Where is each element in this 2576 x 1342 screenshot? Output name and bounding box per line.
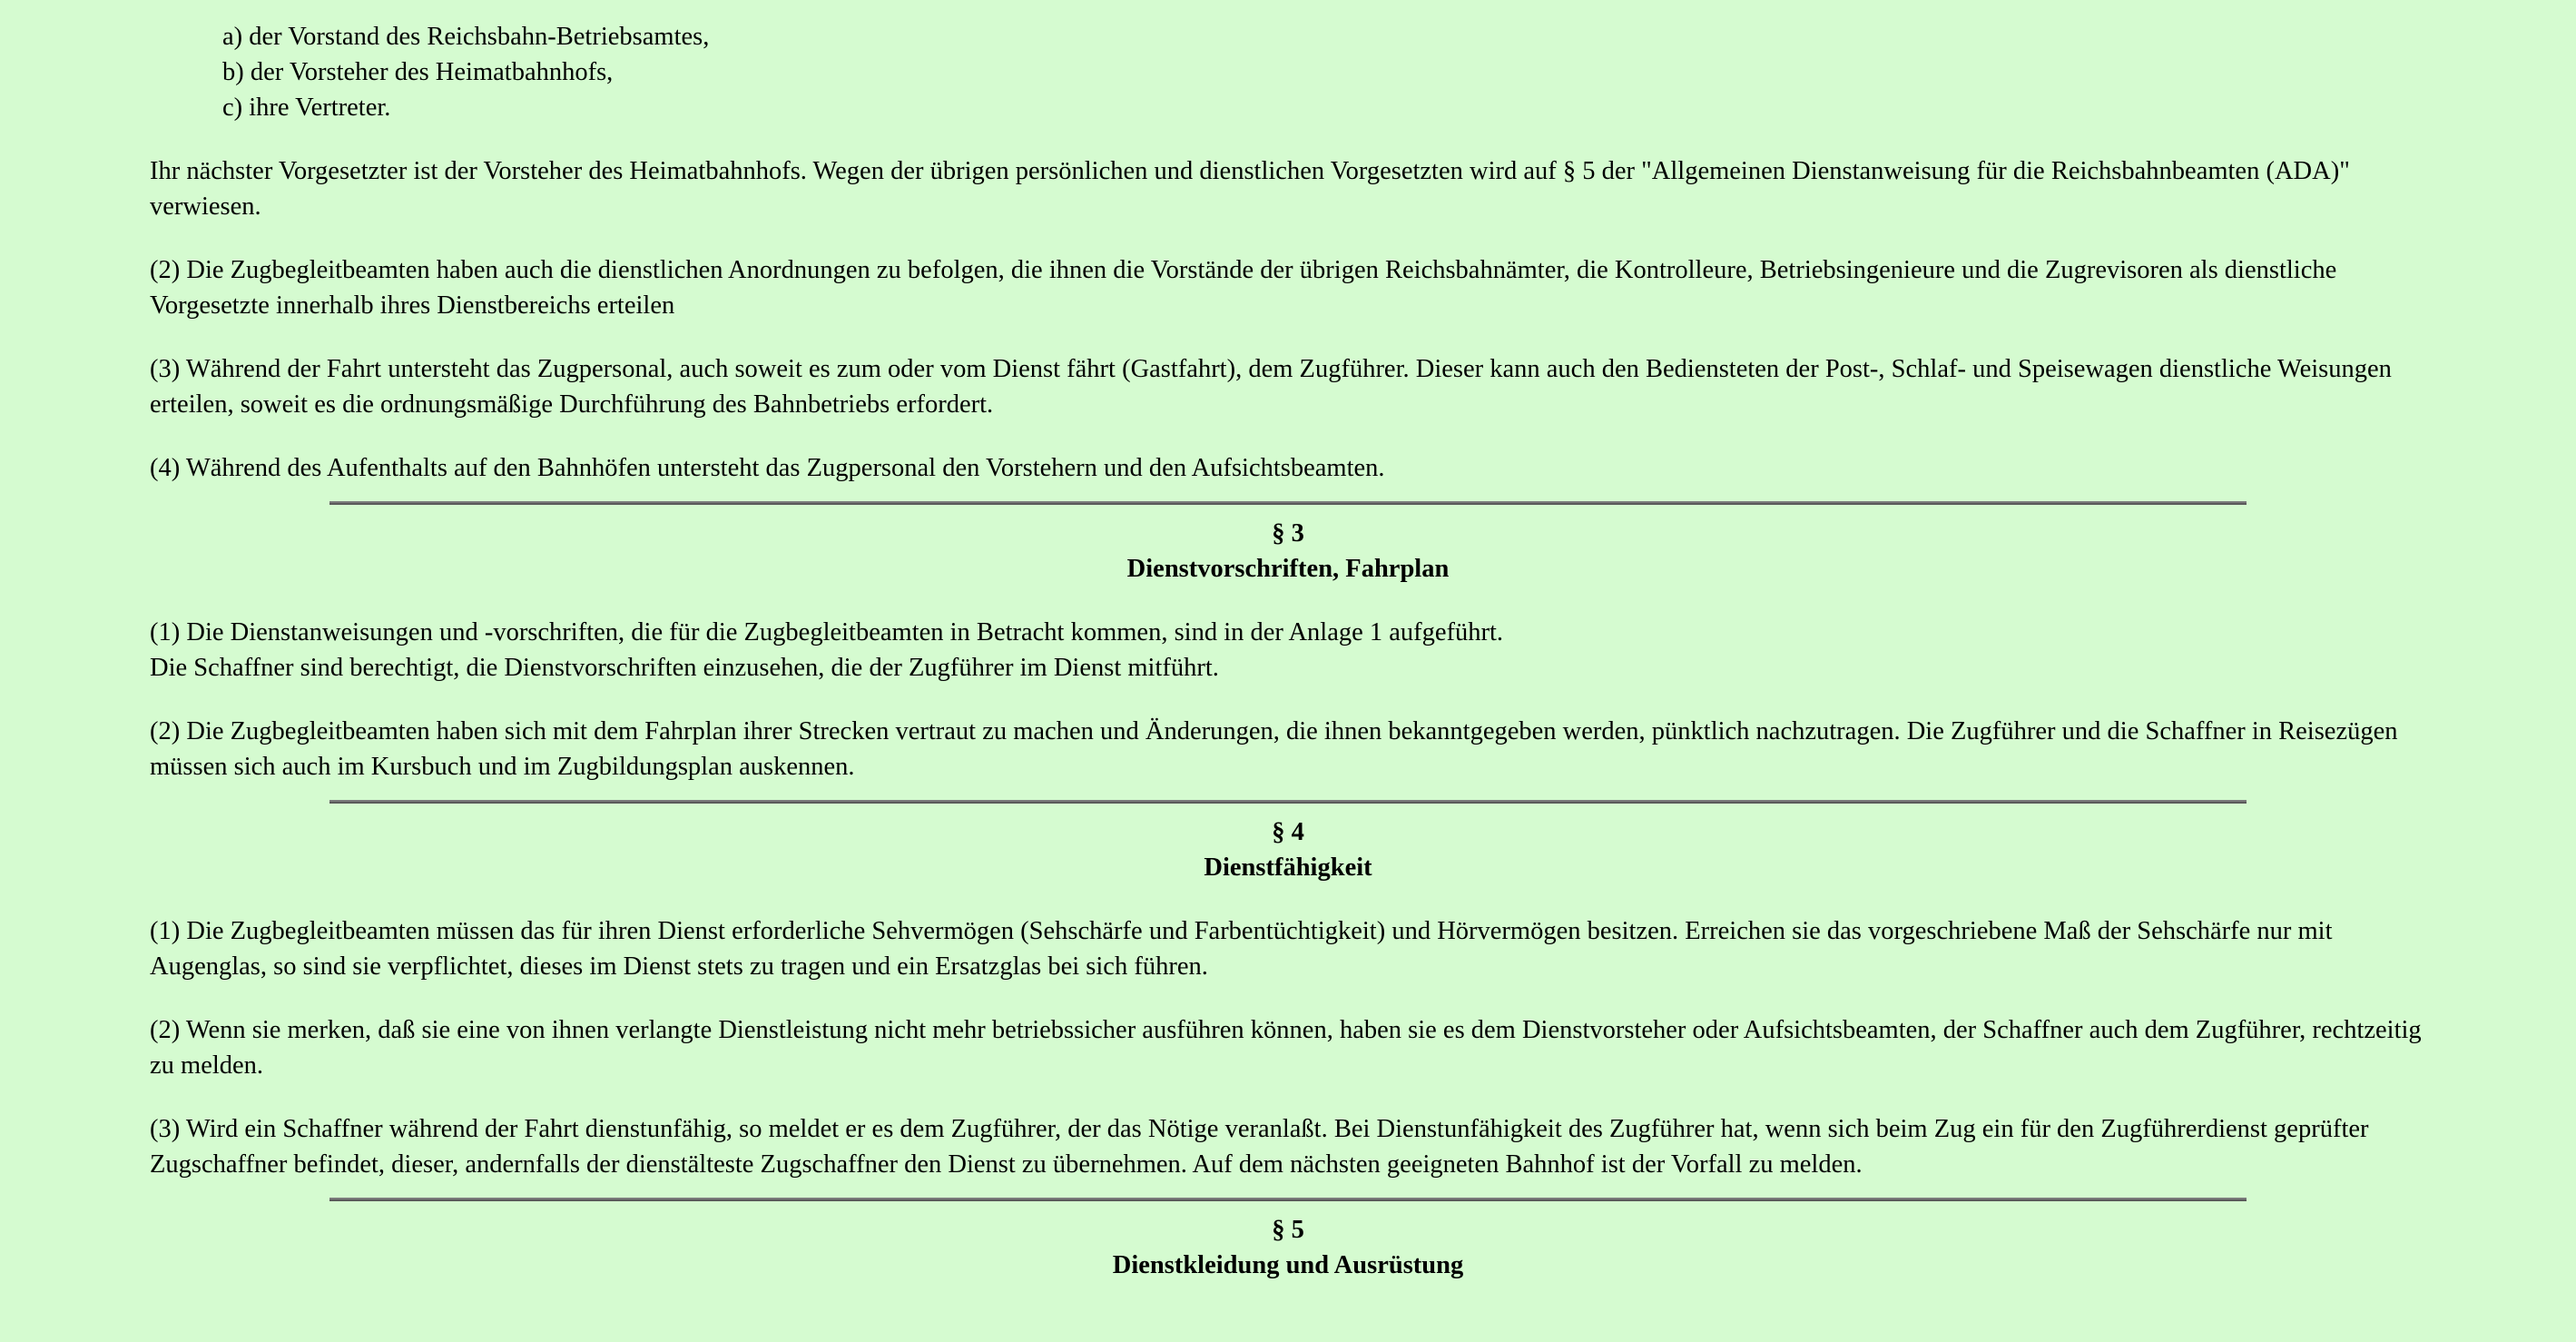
section-number: § 5 [1272,1216,1304,1244]
section-3-heading [0,516,2576,587]
section-number: § 4 [1272,818,1304,846]
section-number: § 3 [1272,519,1304,548]
section-divider [0,1198,2576,1201]
list-item: b) der Vorsteher des Heimatbahnhofs, [222,58,614,86]
section-4-heading [0,814,2576,885]
section-title: Dienstfähigkeit [1204,854,1372,882]
list-item: a) der Vorstand des Reichsbahn-Betriebsamtes, [222,23,710,51]
paragraph-line: Die Schaffner sind berechtigt, die Dienstvorschriften einzusehen, die der Zugführer im Dienst mitführt. [150,654,1219,682]
document-content [150,19,2428,1283]
superiors-list [222,19,2428,125]
paragraph-s4-3: (3) Wird ein Schaffner während der Fahrt dienstunfähig, so meldet er es dem Zugführer, der das Nötige veranlaßt. Bei Dienstunfähigkeit des Zugführer hat, wenn sich beim Zug ein für den Zugführerdienst geprüfter Zugschaffner befindet, dieser, andernfalls der dienstälteste Zugschaffner den Dienst zu übernehmen. Auf dem nächsten geeigneten Bahnhof ist der Vorfall zu melden. [150,1115,2369,1179]
paragraph-s4-2: (2) Wenn sie merken, daß sie eine von ihnen verlangte Dienstleistung nicht mehr betriebssicher ausführen können, haben sie es dem Dienstvorsteher oder Aufsichtsbeamten, der Schaffner auch dem Zugführer, rechtzeitig zu melden. [150,1016,2422,1080]
paragraph-s2-3: (3) Während der Fahrt untersteht das Zugpersonal, auch soweit es zum oder vom Dienst fährt (Gastfahrt), dem Zugführer. Dieser kann auch den Bediensteten der Post-, Schlaf- und Speisewagen dienstliche Weisungen erteilen, soweit es die ordnungsmäßige Durchführung des Bahnbetriebs erfordert. [150,355,2392,419]
horizontal-rule [329,1198,2247,1201]
paragraph-line: (1) Die Dienstanweisungen und -vorschriften, die für die Zugbegleitbeamten in Betracht kommen, sind in der Anlage 1 aufgeführt. [150,618,1504,646]
paragraph-s2-4: (4) Während des Aufenthalts auf den Bahnhöfen untersteht das Zugpersonal den Vorstehern und den Aufsichtsbeamten. [150,454,1385,482]
horizontal-rule [329,800,2247,804]
section-divider [0,800,2576,804]
paragraph-s3-2: (2) Die Zugbegleitbeamten haben sich mit dem Fahrplan ihrer Strecken vertraut zu machen und Änderungen, die ihnen bekanntgegeben werden, pünktlich nachzutragen. Die Zugführer und die Schaffner in Reisezügen müssen sich auch im Kursbuch und im Zugbildungsplan auskennen. [150,717,2398,781]
section-5-heading [0,1212,2576,1283]
paragraph-s3-1 [150,615,2428,686]
paragraph-intro: Ihr nächster Vorgesetzter ist der Vorsteher des Heimatbahnhofs. Wegen der übrigen persönlichen und dienstlichen Vorgesetzten wird auf § 5 der "Allgemeinen Dienstanweisung für die Reichsbahnbeamten (ADA)" verwiesen. [150,157,2350,221]
section-divider [0,501,2576,505]
paragraph-s4-1: (1) Die Zugbegleitbeamten müssen das für ihren Dienst erforderliche Sehvermögen (Sehschärfe und Farbentüchtigkeit) und Hörvermögen besitzen. Erreichen sie das vorgeschriebene Maß der Sehschärfe nur mit Augenglas, so sind sie verpflichtet, dieses im Dienst stets zu tragen und ein Ersatzglas bei sich führen. [150,917,2333,981]
section-title: Dienstvorschriften, Fahrplan [1126,555,1450,583]
horizontal-rule [329,501,2247,505]
section-title: Dienstkleidung und Ausrüstung [1112,1251,1464,1279]
paragraph-s2-2: (2) Die Zugbegleitbeamten haben auch die dienstlichen Anordnungen zu befolgen, die ihnen die Vorstände der übrigen Reichsbahnämter, die Kontrolleure, Betriebsingenieure und die Zugrevisoren als dienstliche Vorgesetzte innerhalb ihres Dienstbereichs erteilen [150,256,2337,320]
list-item: c) ihre Vertreter. [222,94,391,122]
